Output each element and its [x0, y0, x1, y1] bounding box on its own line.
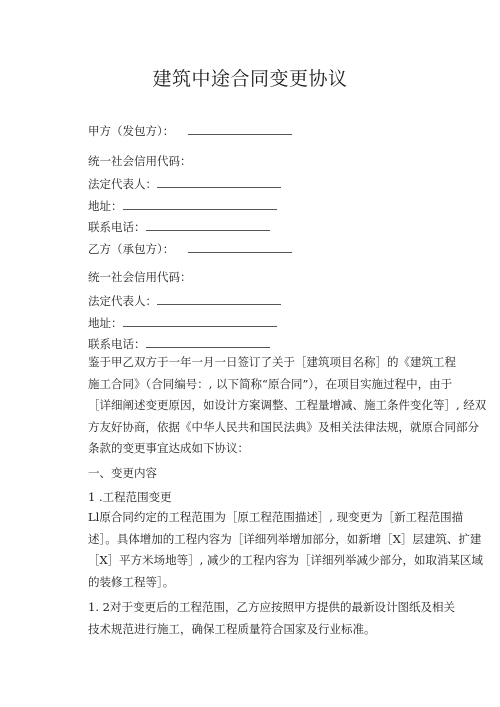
party-a-label-row	[88, 123, 292, 138]
party-a-phone-label: 联系电话：	[88, 220, 146, 234]
party-b-phone-blank-line	[146, 336, 270, 348]
party-a-legal-rep-blank-line	[157, 176, 281, 188]
party-b-address-label: 地址：	[88, 316, 123, 330]
section-1-1-heading: 1 .工程范围变更	[88, 490, 172, 504]
party-a-phone-row	[88, 219, 270, 234]
section-1-2-line: 技术规范进行施工，确保工程质量符合国家及行业标准。	[88, 621, 376, 636]
party-b-credit-code-label: 统一社会信用代码：	[88, 270, 192, 284]
party-a-legal-rep-row	[88, 176, 281, 191]
preamble-line: 方友好协商，依据《中华人民共和国民法典》及相关法律法规，就原合同部分	[88, 419, 479, 434]
party-a-credit-code-row	[88, 154, 192, 168]
section-1-1-line: 的装修工程等］。	[88, 574, 175, 589]
document-title: 建筑中途合同变更协议	[152, 68, 348, 90]
party-b-legal-rep-blank-line	[157, 293, 281, 305]
party-a-phone-blank-line	[146, 219, 270, 231]
party-b-legal-rep-row	[88, 293, 281, 308]
party-b-label-row	[88, 241, 292, 256]
preamble-line: 条款的变更事宜达成如下协议：	[88, 441, 249, 455]
party-b-credit-code-row	[88, 270, 192, 284]
preamble-line: 鉴于甲乙双方于一年一月一日签订了关于［建筑项目名称］的《建筑工程	[88, 355, 456, 369]
section-1-heading: 一、变更内容	[88, 466, 157, 480]
section-1-2-paragraph	[88, 597, 455, 640]
section-1-1-paragraph	[88, 507, 483, 593]
preamble-line: 施工合同》（合同编号：, 以下简称“原合同”），在项目实施过程中，由于	[88, 376, 453, 391]
party-b-blank-line	[188, 241, 292, 253]
section-1-2-line: 1. 2对于变更后的工程范围，乙方应按照甲方提供的最新设计图纸及相关	[88, 600, 455, 614]
party-b-label: 乙方（承包方）：	[88, 242, 175, 256]
party-a-address-label: 地址：	[88, 199, 123, 213]
party-a-blank-line	[188, 123, 292, 135]
party-b-phone-label: 联系电话：	[88, 337, 146, 351]
section-1-1-line: Ll原合同约定的工程范围为［原工程范围描述］, 现变更为［新工程范围描	[88, 510, 464, 524]
party-b-address-row	[88, 315, 277, 330]
party-a-address-blank-line	[123, 198, 277, 210]
party-b-address-blank-line	[123, 315, 277, 327]
section-1-1-line: 述］。具体增加的工程内容为［详细列举增加部分，如新增［X］层建筑、扩建	[88, 531, 482, 546]
preamble-paragraph	[88, 352, 487, 460]
party-a-label: 甲方（发包方）：	[88, 124, 175, 138]
party-b-phone-row	[88, 336, 270, 351]
party-a-legal-rep-label: 法定代表人：	[88, 177, 157, 191]
preamble-line: ［详细阐述变更原因，如设计方案调整、工程量增减、施工条件变化等］, 经双	[88, 398, 487, 412]
section-1-1-line: ［X］平方米场地等］, 减少的工程内容为［详细列举减少部分，如取消某区域	[88, 553, 483, 567]
party-b-legal-rep-label: 法定代表人：	[88, 294, 157, 308]
party-a-credit-code-label: 统一社会信用代码：	[88, 154, 192, 168]
party-a-address-row	[88, 198, 277, 213]
